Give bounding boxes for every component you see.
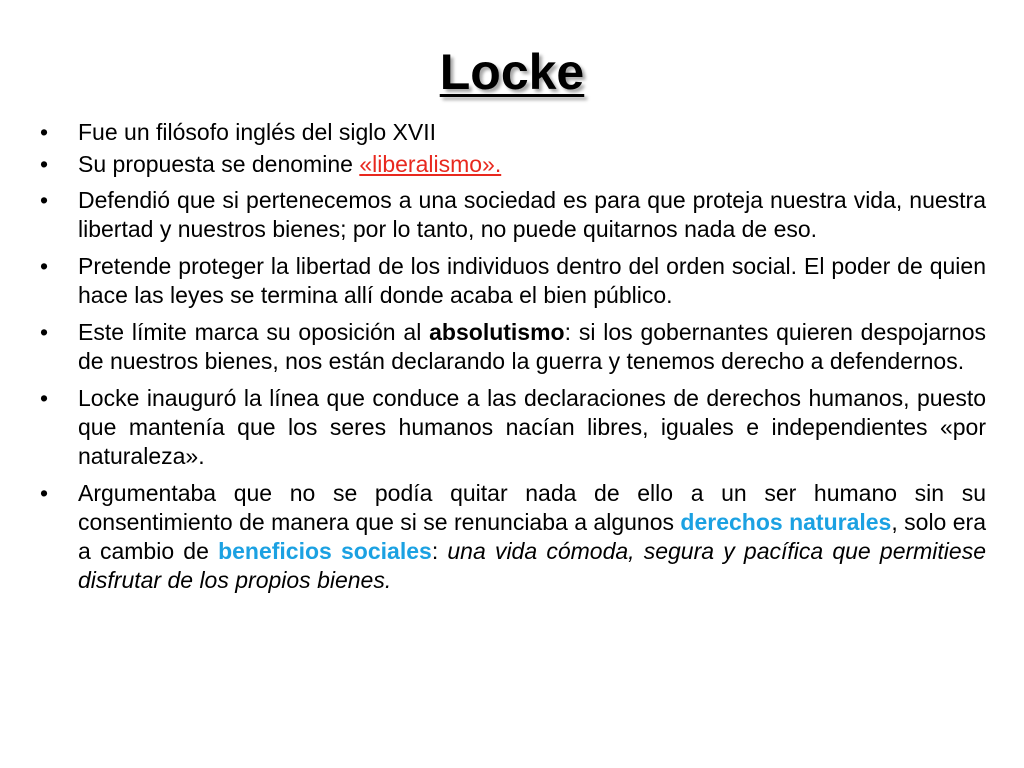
slide-title: Locke — [439, 44, 585, 100]
bullet-icon: • — [40, 385, 49, 411]
derechos-naturales-term: derechos naturales — [680, 509, 892, 535]
bullet-icon: • — [40, 151, 49, 177]
bullet-item — [40, 252, 986, 310]
bullet-item — [40, 318, 986, 376]
bullet-text: : — [431, 538, 448, 564]
bullet-text: Pretende proteger la libertad de los individuos dentro del orden social. El poder de quien hace las leyes se termina allí donde acaba el bien público. — [78, 253, 986, 308]
bullet-icon: • — [40, 253, 49, 279]
bullet-text: Locke inauguró la línea que conduce a las declaraciones de derechos humanos, puesto que mantenía que los seres humanos nacían libres, iguales e independientes «por naturaleza». — [78, 385, 986, 469]
italic-phrase: una vida cómoda, segura y pacífica que permitiese disfrutar de los propios bienes. — [78, 538, 987, 593]
bullet-item — [40, 150, 986, 179]
bullet-text: Argumentaba que no se podía quitar nada de ello a un ser humano sin su consentimiento de manera que si se renunciaba a algunos — [78, 480, 986, 535]
bullet-icon: • — [40, 187, 49, 213]
beneficios-sociales-term: beneficios sociales — [218, 538, 432, 564]
liberalismo-link[interactable]: «liberalismo». — [359, 151, 502, 177]
absolutismo-term: absolutismo — [429, 319, 565, 345]
bullet-icon: • — [40, 319, 49, 345]
bullet-text: Defendió que si pertenecemos a una sociedad es para que proteja nuestra vida, nuestra libertad y nuestros bienes; por lo tanto, no puede quitarnos nada de eso. — [78, 187, 986, 242]
bullet-item — [40, 479, 986, 595]
bullet-text: Su propuesta se denomine — [78, 151, 360, 177]
bullet-item — [40, 118, 986, 147]
bullet-icon: • — [40, 119, 49, 145]
bullet-item — [40, 186, 986, 244]
bullet-text: : si los gobernantes quieren despojarnos de nuestros bienes, nos están declarando la guerra y tenemos derecho a defendernos. — [78, 319, 986, 374]
bullet-text: Fue un filósofo inglés del siglo XVII — [78, 119, 436, 145]
bullet-list — [40, 118, 986, 603]
bullet-text: Este límite marca su oposición al — [78, 319, 430, 345]
bullet-item — [40, 384, 986, 471]
bullet-icon: • — [40, 480, 49, 506]
bullet-text: , solo era a cambio de — [78, 509, 987, 564]
